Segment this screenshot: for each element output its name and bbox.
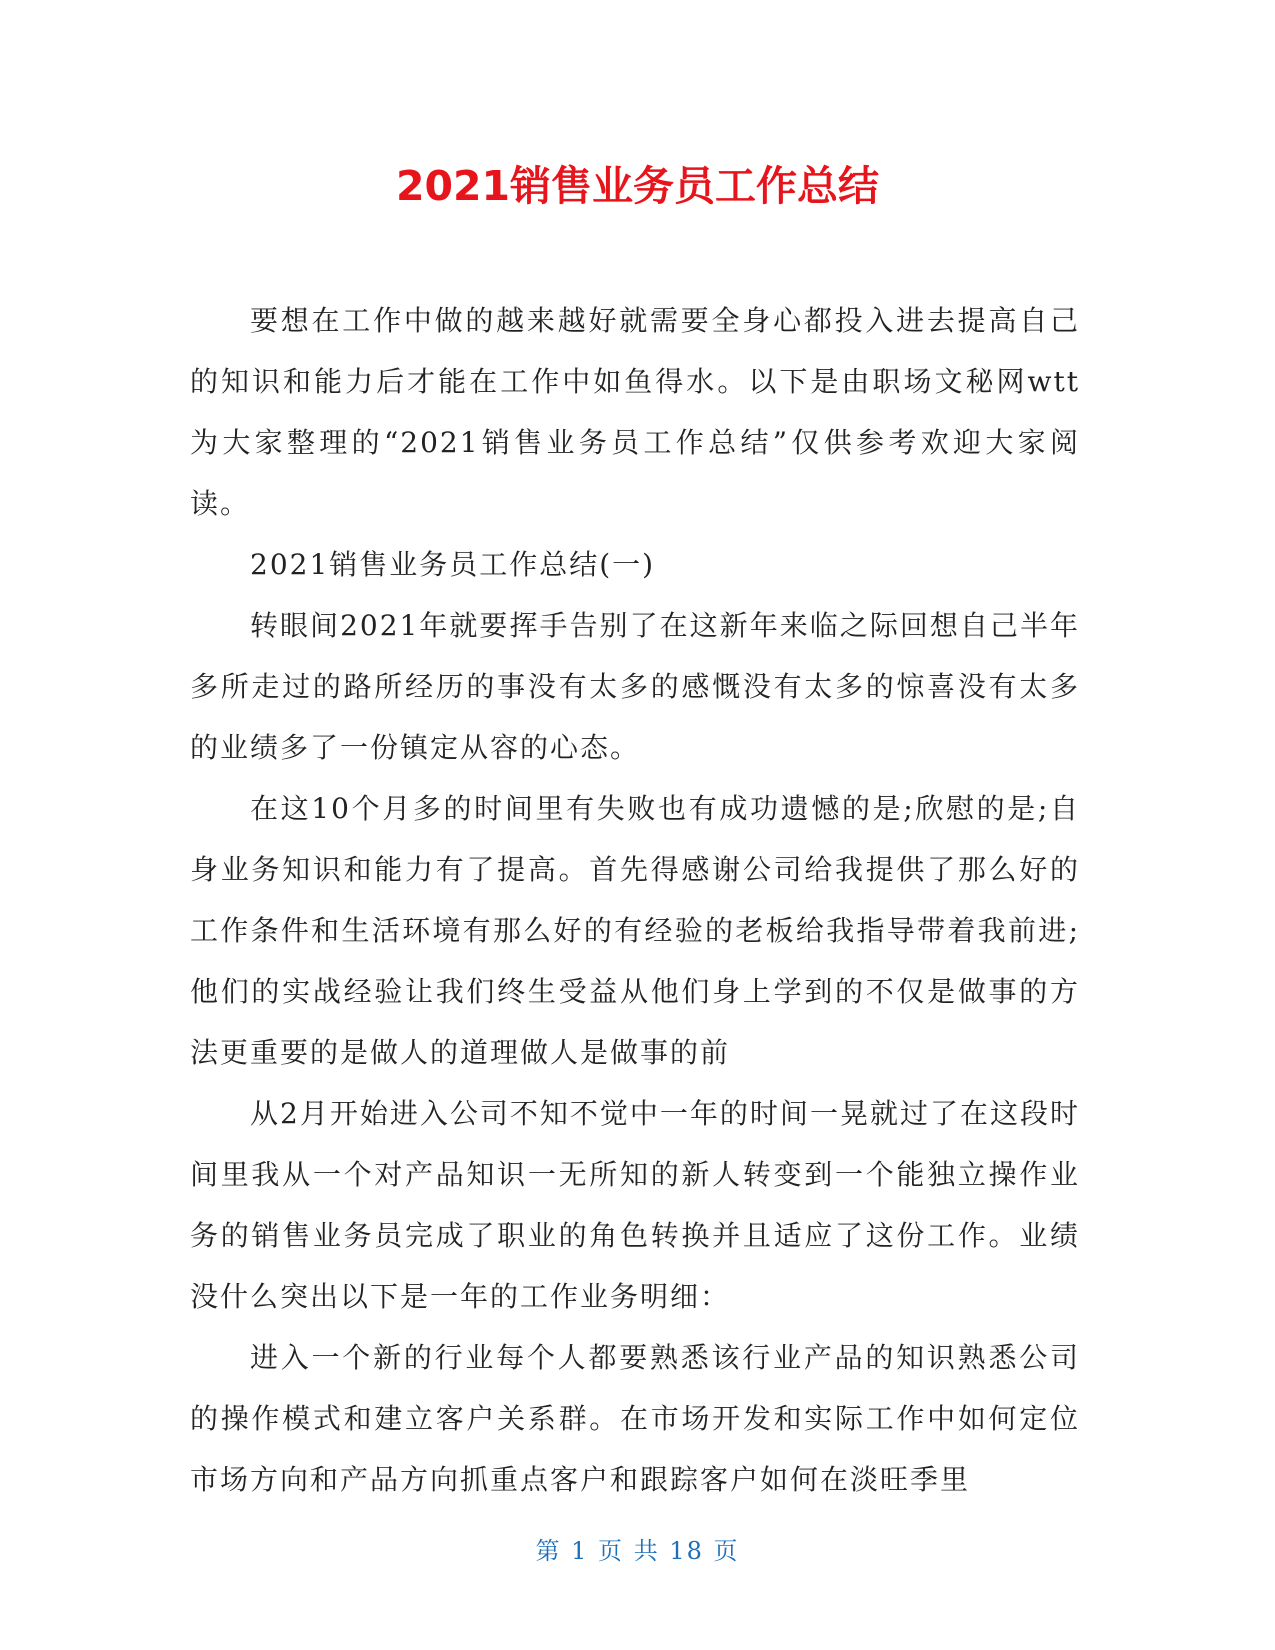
footer-suffix: 页 (713, 1537, 740, 1565)
section-heading: 2021销售业务员工作总结(一) (250, 548, 656, 581)
footer-total-pages: 18 (669, 1537, 704, 1565)
document-body (190, 290, 1080, 1510)
paragraph-3: 从2月开始进入公司不知不觉中一年的时间一晃就过了在这段时间里我从一个对产品知识一无所知的新人转变到一个能独立操作业务的销售业务员完成了职业的角色转换并且适应了这份工作。业绩没什么突出以下是一年的工作业务明细： (190, 1097, 1080, 1313)
paragraph-intro: 要想在工作中做的越来越好就需要全身心都投入进去提高自己的知识和能力后才能在工作中如鱼得水。以下是由职场文秘网wtt为大家整理的“2021销售业务员工作总结”仅供参考欢迎大家阅读。 (190, 304, 1080, 520)
paragraph-2: 在这10个月多的时间里有失败也有成功遗憾的是;欣慰的是;自身业务知识和能力有了提高。首先得感谢公司给我提供了那么好的工作条件和生活环境有那么好的有经验的老板给我指导带着我前进;他们的实战经验让我们终生受益从他们身上学到的不仅是做事的方法更重要的是做人的道理做人是做事的前 (190, 792, 1080, 1069)
footer-current-page: 1 (571, 1537, 589, 1565)
footer-prefix: 第 (535, 1537, 562, 1565)
paragraph-1: 转眼间2021年就要挥手告别了在这新年来临之际回想自己半年多所走过的路所经历的事没有太多的感慨没有太多的惊喜没有太多的业绩多了一份镇定从容的心态。 (190, 609, 1080, 764)
page-footer (0, 1535, 1275, 1567)
footer-page-word: 页 (598, 1537, 625, 1565)
paragraph-4: 进入一个新的行业每个人都要熟悉该行业产品的知识熟悉公司的操作模式和建立客户关系群。在市场开发和实际工作中如何定位市场方向和产品方向抓重点客户和跟踪客户如何在淡旺季里 (190, 1341, 1080, 1496)
document-title: 2021销售业务员工作总结 (395, 162, 880, 210)
footer-total-prefix: 共 (633, 1537, 660, 1565)
